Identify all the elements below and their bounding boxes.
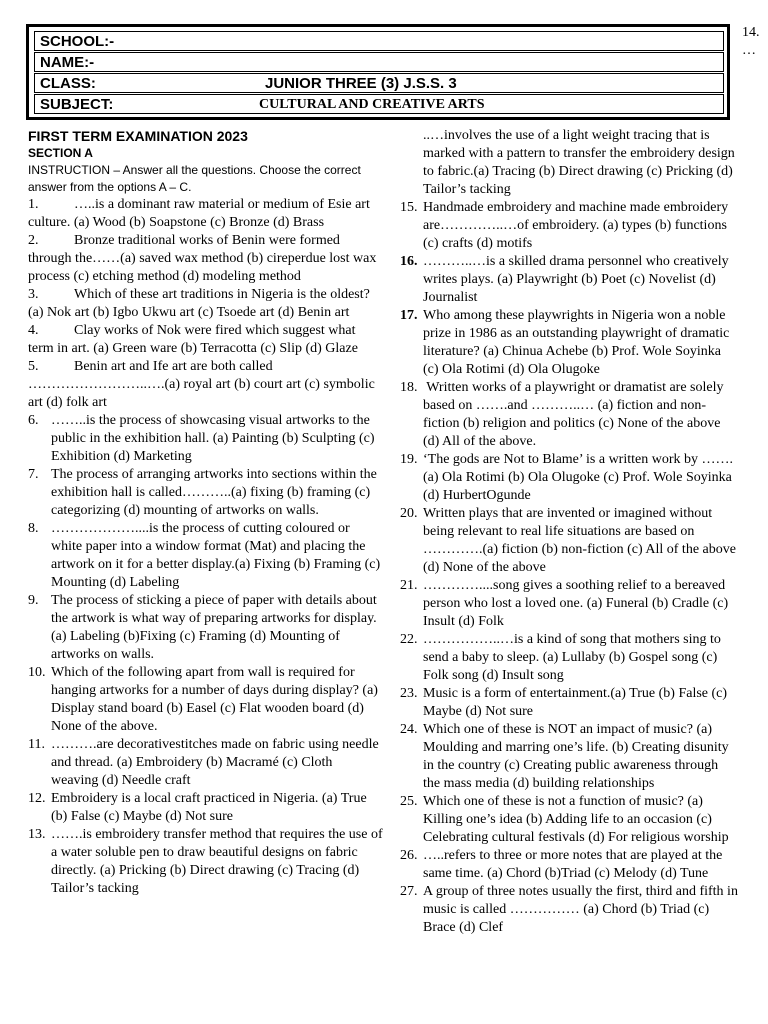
question-text: …..refers to three or more notes that are played at the same time. (a) Chord (b)Triad (c) Melody (d) Tune	[423, 848, 723, 881]
question-text: The process of sticking a piece of paper with details about the artwork is what way of preparing artworks for display.(a) Labeling (b)Fixing (c) Framing (d) Mounting of artworks on walls.	[51, 593, 377, 662]
question-text: …..is a dominant raw material or medium of Esie art culture. (a) Wood (b) Soapstone (c) Bronze (d) Brass	[28, 197, 370, 230]
question-number: 19.	[400, 452, 418, 467]
question-item	[28, 322, 383, 358]
question-item	[28, 358, 383, 412]
question-text: A group of three notes usually the first, third and fifth in music is called …………… (a) Chord (b) Triad (c) Brace (d) Clef	[423, 884, 738, 935]
question-item	[400, 685, 738, 721]
question-text: Bronze traditional works of Benin were formed through the……(a) saved wax method (b) cireperdue lost wax process (c) etching method (d) modeling method	[28, 233, 377, 284]
question-item	[28, 826, 383, 898]
question-number: 17.	[400, 308, 418, 323]
question-item	[400, 631, 738, 685]
header-box	[26, 24, 730, 120]
question-number: 8.	[28, 521, 39, 536]
question-text: …….is embroidery transfer method that requires the use of a water soluble pen to draw beautiful designs on fabric directly. (a) Pricking (b) Direct drawing (c) Tracing (d) Tailor’s tacking	[51, 827, 383, 896]
question-item	[400, 577, 738, 631]
question-number: 22.	[400, 632, 418, 647]
question-number: 26.	[400, 848, 418, 863]
question-item	[400, 307, 738, 379]
class-row	[34, 73, 724, 93]
question-number: 3.	[28, 287, 39, 302]
question-text: Music is a form of entertainment.(a) True (b) False (c) Maybe (d) Not sure	[423, 686, 728, 719]
question-item	[28, 196, 383, 232]
question-item	[400, 451, 738, 505]
school-label: SCHOOL:-	[40, 33, 115, 50]
question-number: 10.	[28, 665, 46, 680]
question-number: 1.	[28, 197, 39, 212]
question-item	[28, 286, 383, 322]
question-item	[28, 736, 383, 790]
question-item	[28, 520, 383, 592]
question-number: 12.	[28, 791, 46, 806]
question-number: 25.	[400, 794, 418, 809]
question-text: Which of these art traditions in Nigeria is the oldest? (a) Nok art (b) Igbo Ukwu art (c) Tsoede art (d) Benin art	[28, 287, 370, 320]
subject-row	[34, 94, 724, 114]
question-item	[28, 412, 383, 466]
question-number: 20.	[400, 506, 418, 521]
question-item	[400, 721, 738, 793]
question-item	[400, 883, 738, 937]
question-item	[400, 199, 738, 253]
question-number: 9.	[28, 593, 39, 608]
exam-title: FIRST TERM EXAMINATION 2023	[28, 128, 248, 144]
corner-line-1: 14.	[742, 25, 760, 40]
question-number: 13.	[28, 827, 46, 842]
question-number: 21.	[400, 578, 418, 593]
question-text: The process of arranging artworks into sections within the exhibition hall is called………..(a) fixing (b) framing (c) categorizing (d) mounting of artworks on walls.	[51, 467, 377, 518]
question-item	[28, 664, 383, 736]
name-label: NAME:-	[40, 54, 95, 71]
question-item	[400, 505, 738, 577]
question-text: ………………....is the process of cutting coloured or white paper into a window format (Mat) and placing the artwork on it for a better display.(a) Fixing (b) Framing (c) Mounting (d) Labeling	[51, 521, 381, 590]
question-text: ……….are decorativestitches made on fabric using needle and thread. (a) Embroidery (b) Macramé (c) Cloth weaving (d) Needle craft	[51, 737, 379, 788]
question-number: 5.	[28, 359, 39, 374]
question-text: Who among these playwrights in Nigeria won a noble prize in 1986 as an outstanding playwright of dramatic literature? (a) Chinua Achebe (b) Prof. Wole Soyinka (c) Ola Rotimi (d) Ola Olugoke	[423, 308, 730, 377]
question-item	[28, 592, 383, 664]
question-number: 11.	[28, 737, 45, 752]
question-item	[28, 466, 383, 520]
class-label: CLASS:	[40, 75, 96, 92]
question-number: 23.	[400, 686, 418, 701]
question-number: 15.	[400, 200, 418, 215]
left-question-list	[28, 196, 383, 898]
question-number: 2.	[28, 233, 39, 248]
question-item	[400, 253, 738, 307]
question-number: 6.	[28, 413, 39, 428]
question-item	[400, 793, 738, 847]
question-text: …………....song gives a soothing relief to a bereaved person who lost a loved one. (a) Funeral (b) Cradle (c) Insult (d) Folk	[423, 578, 729, 629]
question-text: ………..…is a skilled drama personnel who creatively writes plays. (a) Playwright (b) Poet (c) Novelist (d) Journalist	[423, 254, 729, 305]
question-text: Which one of these is NOT an impact of music? (a) Moulding and marring one’s life. (b) Creating disunity in the country (c) Creating public awareness through the mass media (d) building relationships	[423, 722, 729, 791]
section-heading: SECTION A	[28, 146, 93, 160]
question-text: Which of the following apart from wall is required for hanging artworks for a number of days during display? (a) Display stand board (b) Easel (c) Flat wooden board (d) None of the above.	[51, 665, 378, 734]
left-column	[28, 127, 383, 898]
question-item	[400, 379, 738, 451]
question-item	[28, 232, 383, 286]
question-text: Benin art and Ife art are both called ……………………..….(a) royal art (b) court art (c) symbolic art (d) folk art	[28, 359, 375, 410]
question-text: Which one of these is not a function of music? (a) Killing one’s idea (b) Adding life to an occasion (c) Celebrating cultural festivals (d) For religious worship	[423, 794, 729, 845]
question-text: ……………..…is a kind of song that mothers sing to send a baby to sleep. (a) Lullaby (b) Gospel song (c) Folk song (d) Insult song	[423, 632, 721, 683]
question-number: 24.	[400, 722, 418, 737]
instructions: INSTRUCTION – Answer all the questions. Choose the correct answer from the options A – C.	[28, 163, 361, 194]
question-text: ……..is the process of showcasing visual artworks to the public in the exhibition hall. (a) Painting (b) Sculpting (c) Exhibition (d) Marketing	[51, 413, 375, 464]
name-row	[34, 52, 724, 72]
class-value: JUNIOR THREE (3) J.S.S. 3	[265, 75, 457, 92]
question-text: Embroidery is a local craft practiced in Nigeria. (a) True (b) False (c) Maybe (d) Not sure	[51, 791, 367, 824]
question-text: ‘The gods are Not to Blame’ is a written work by …….(a) Ola Rotimi (b) Ola Olugoke (c) Prof. Wole Soyinka (d) HurbertOgunde	[423, 452, 734, 503]
subject-label: SUBJECT:	[40, 96, 114, 113]
question-text: Written plays that are invented or imagined without being relevant to real life situations are based on ………….(a) fiction (b) non-fiction (c) All of the above (d) None of the above	[423, 506, 736, 575]
corner-line-2: …	[742, 43, 756, 58]
question-text: Written works of a playwright or dramatist are solely based on …….and ………..… (a) fiction and non-fiction (b) religion and politics (c) None of the above (d) All of the above.	[423, 380, 724, 449]
q14-continuation: ..…involves the use of a light weight tracing that is marked with a pattern to transfer the embroidery design to fabric.(a) Tracing (b) Direct drawing (c) Pricking (d) Tailor’s tacking	[423, 128, 735, 197]
school-row	[34, 31, 724, 51]
question-item	[400, 847, 738, 883]
question-number: 4.	[28, 323, 39, 338]
question-text: Clay works of Nok were fired which suggest what term in art. (a) Green ware (b) Terracotta (c) Slip (d) Glaze	[28, 323, 358, 356]
question-number: 18.	[400, 380, 418, 395]
question-item	[28, 790, 383, 826]
question-number: 7.	[28, 467, 39, 482]
subject-value: CULTURAL AND CREATIVE ARTS	[259, 97, 485, 112]
right-question-list	[400, 199, 738, 937]
question-number: 27.	[400, 884, 418, 899]
question-text: Handmade embroidery and machine made embroidery are…………..…of embroidery. (a) types (b) functions (c) crafts (d) motifs	[423, 200, 729, 251]
question-number: 16.	[400, 254, 418, 269]
corner-overflow-text	[742, 24, 760, 60]
right-column	[400, 127, 738, 937]
